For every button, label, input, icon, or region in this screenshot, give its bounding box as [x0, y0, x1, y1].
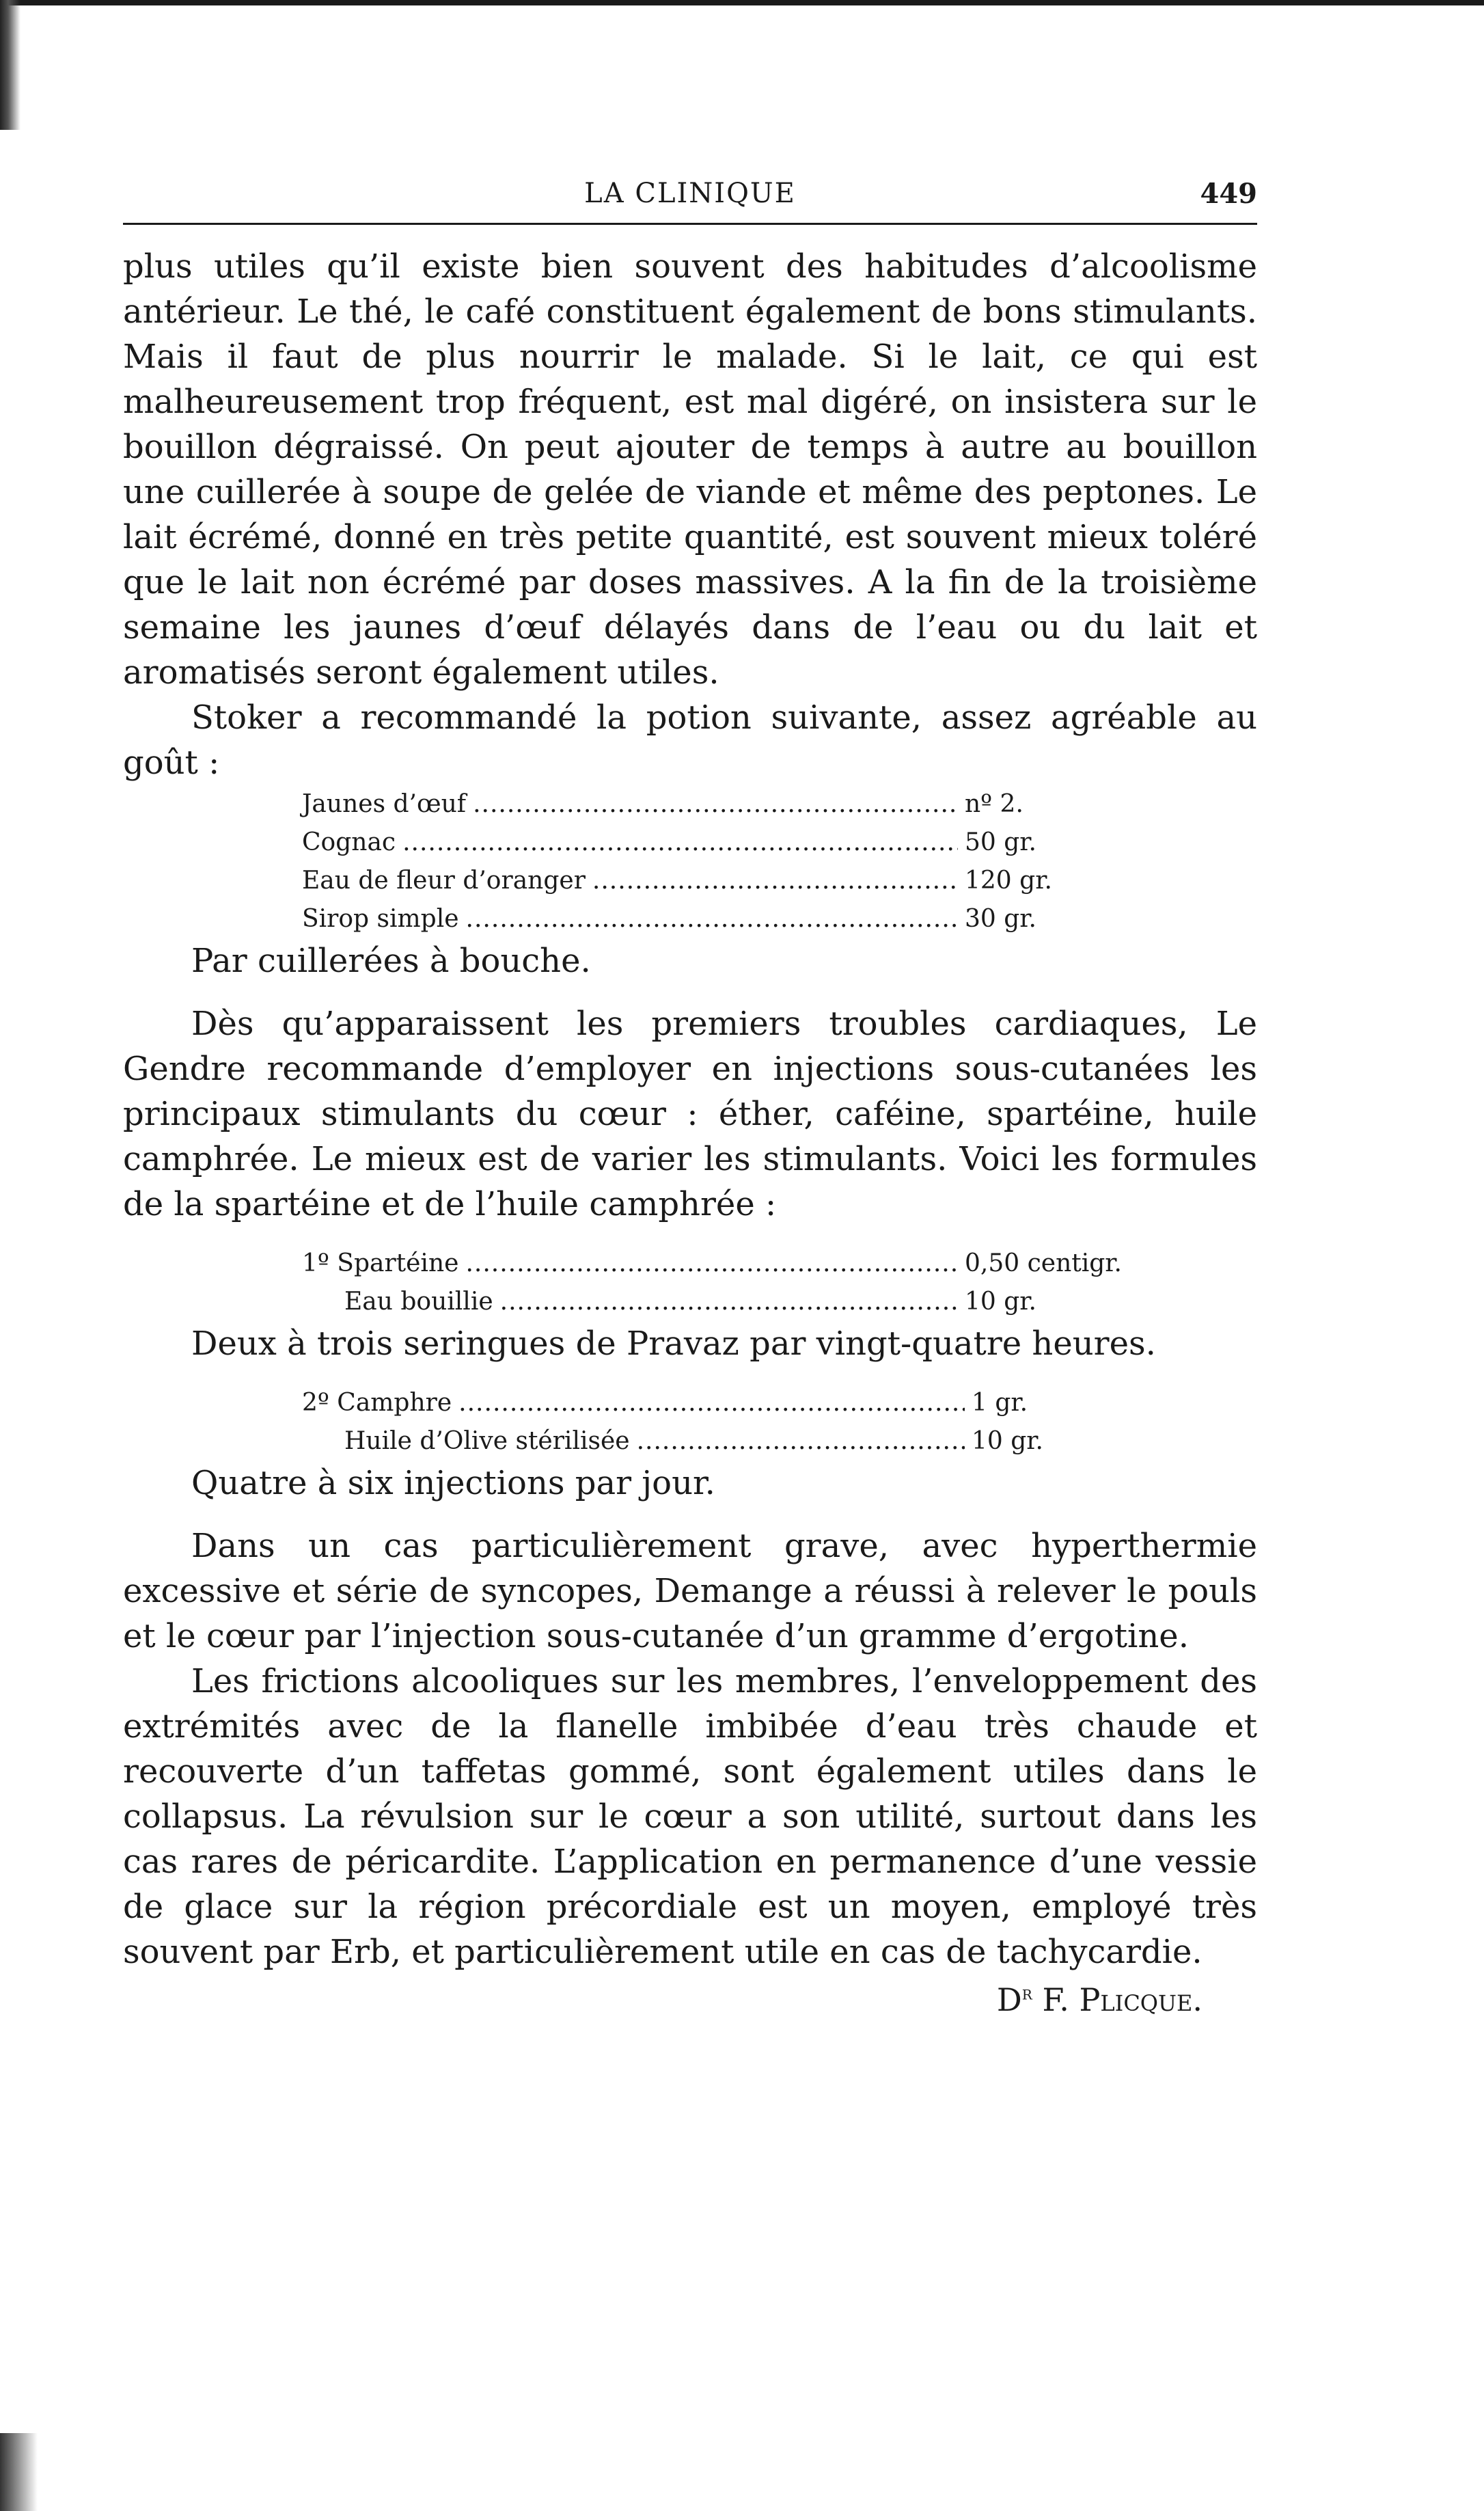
- paragraph-3: Par cuillerées à bouche.: [191, 942, 591, 980]
- ingredient-quantity: 30 gr.: [965, 905, 1036, 933]
- ingredient-name: Sirop simple: [302, 905, 459, 933]
- book-page: [123, 171, 1257, 2018]
- recipe-row: [302, 785, 1074, 824]
- paragraph-2: Stoker a recommandé la potion suivante, assez agréable au goût :: [123, 698, 1257, 782]
- ingredient-name: Eau de fleur d’oranger: [302, 867, 586, 895]
- ingredient-name: Cognac: [302, 828, 396, 856]
- paragraph-7: Dans un cas particulièrement grave, avec hyperthermie excessive et série de syncopes, Demange a réussi à relever le pouls et le cœur par l’injection sous-cutanée d’un gramme d’ergotine.: [123, 1527, 1257, 1655]
- ingredient-quantity: 1 gr.: [972, 1389, 1028, 1417]
- ingredient-quantity: 10 gr.: [965, 1288, 1036, 1316]
- leader-dots: [500, 1283, 958, 1321]
- author-signature: [123, 1981, 1257, 2018]
- running-title: LA CLINIQUE: [584, 178, 796, 209]
- paragraph-6: Quatre à six injections par jour.: [191, 1464, 715, 1502]
- recipe-sparteine: [302, 1245, 1122, 1321]
- ingredient-name: Jaunes d’œuf: [302, 790, 467, 818]
- recipe-row: [302, 1422, 1081, 1461]
- leader-dots: [458, 1384, 965, 1422]
- recipe-row: [302, 1384, 1081, 1422]
- recipe-row: [302, 1245, 1122, 1283]
- header-rule: [123, 223, 1257, 225]
- recipe-potion: [302, 785, 1074, 938]
- leader-dots: [473, 785, 958, 824]
- recipe-camphor-oil: [302, 1384, 1081, 1461]
- leader-dots: [466, 900, 958, 938]
- recipe-row: [302, 862, 1074, 900]
- ingredient-quantity: 10 gr.: [972, 1427, 1043, 1455]
- recipe-row: [302, 1283, 1074, 1321]
- page-number: 449: [1200, 178, 1257, 210]
- leader-dots: [402, 824, 958, 862]
- ingredient-name: 2º Camphre: [302, 1389, 452, 1417]
- scan-left-edge-top: [0, 0, 20, 130]
- page-header: [123, 171, 1257, 219]
- paragraph-1: plus utiles qu’il existe bien souvent des habitudes d’alcoolisme antérieur. Le thé, le café constituent également de bons stimulants. Mais il faut de plus nourrir le malade. Si le lait, ce qui est malheureusement trop fréquent, est mal digéré, on insistera sur le bouillon dégraissé. On peut ajouter de temps à autre au bouillon une cuillerée à soupe de gelée de viande et même des peptones. Le lait écrémé, donné en très petite quantité, est souvent mieux toléré que le lait non écrémé par doses massives. A la fin de la troisième semaine les jaunes d’œuf délayés dans de l’eau ou du lait et aromatisés seront également utiles.: [123, 247, 1257, 692]
- scan-top-border: [0, 0, 1484, 5]
- ingredient-name: 1º Spartéine: [302, 1249, 459, 1277]
- scan-left-edge-bottom: [0, 2433, 38, 2511]
- paragraph-8: Les frictions alcooliques sur les membres, l’enveloppement des extrémités avec de la flanelle imbibée d’eau très chaude et recouverte d’un taffetas gommé, sont également utiles dans le collapsus. La révulsion sur le cœur a son utilité, surtout dans les cas rares de péricardite. L’application en permanence d’une vessie de glace sur la région précordiale est un moyen, employé très souvent par Erb, et particulièrement utile en cas de tachycardie.: [123, 1662, 1257, 1971]
- signature-title-superscript: r: [1021, 1981, 1032, 2005]
- ingredient-name: Eau bouillie: [344, 1288, 493, 1316]
- recipe-row: [302, 824, 1074, 862]
- leader-dots: [592, 862, 958, 900]
- paragraph-5: Deux à trois seringues de Pravaz par vingt-quatre heures.: [191, 1325, 1156, 1363]
- paragraph-4: Dès qu’apparaissent les premiers troubles cardiaques, Le Gendre recommande d’employer en injections sous-cutanées les principaux stimulants du cœur : éther, caféine, spartéine, huile camphrée. Le mieux est de varier les stimulants. Voici les formules de la spartéine et de l’huile camphrée :: [123, 1005, 1257, 1223]
- leader-dots: [637, 1422, 965, 1461]
- signature-name: F. Plicque.: [1042, 1981, 1203, 2018]
- ingredient-quantity: 50 gr.: [965, 828, 1036, 856]
- recipe-row: [302, 900, 1074, 938]
- ingredient-quantity: 0,50 centigr.: [965, 1249, 1122, 1277]
- ingredient-name: Huile d’Olive stérilisée: [344, 1427, 630, 1455]
- signature-title: D: [996, 1981, 1022, 2018]
- ingredient-quantity: 120 gr.: [965, 867, 1052, 895]
- ingredient-quantity: nº 2.: [965, 790, 1023, 818]
- leader-dots: [465, 1245, 958, 1283]
